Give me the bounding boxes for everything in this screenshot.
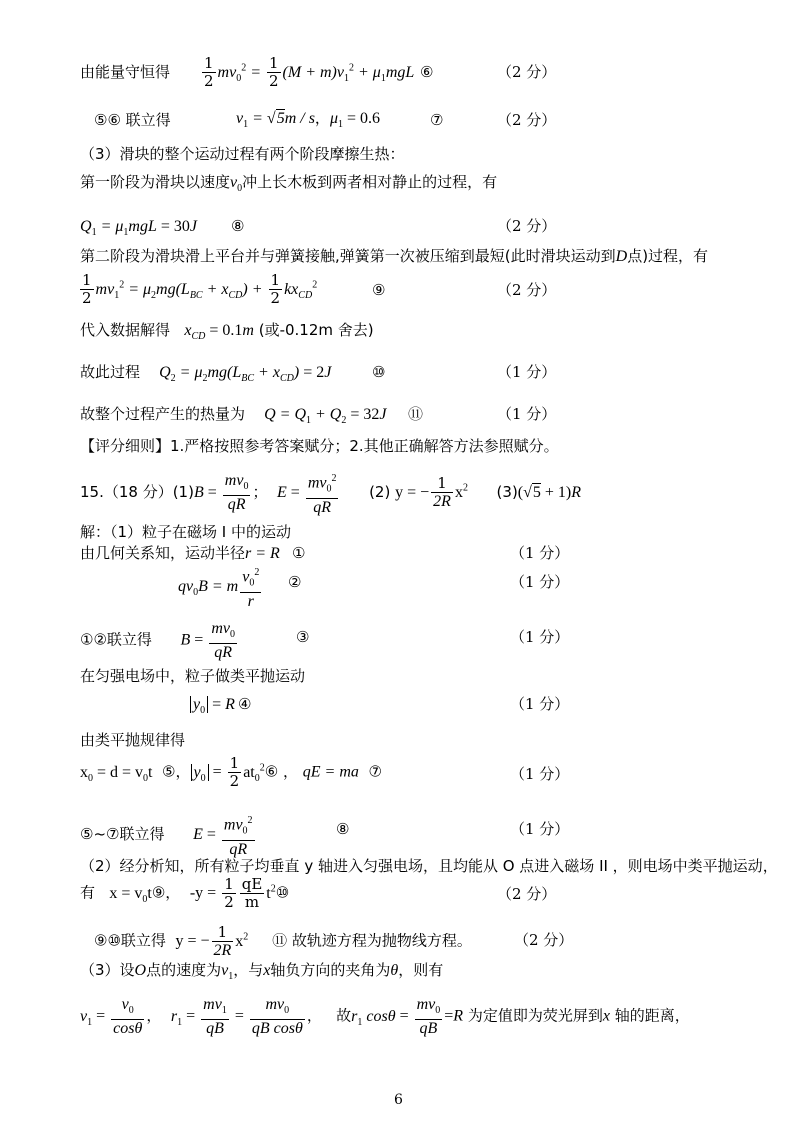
score: （2 分） (514, 931, 574, 949)
b-result-line: ①②联立得 B = $\frac{mv_0}{qR}$ (80, 620, 235, 662)
score: （1 分） (510, 573, 570, 591)
score: （1 分） (510, 544, 570, 562)
stage1-text: 第一阶段为滑块以速度$v_0$冲上长木板到两者相对静止的过程，有 (80, 173, 498, 195)
score: （1 分） (510, 695, 570, 713)
eq-number: ② (288, 573, 302, 591)
combine-line: ⑤⑥ 联立得 (94, 111, 171, 129)
q15-answer-summary: 15.（18 分）(1)B = $\frac{mv_0}{qR}$ ； E = $\frac{mv_0^2}{qR}$ (2) y = − $\frac{1}{2R}$ $x^2$ (3)(√5 + 1)R (80, 470, 581, 516)
part3-setup: （3）设O点的速度为$v_1$，与x轴负方向的夹角为θ，则有 (80, 961, 444, 983)
page-number: 6 (394, 1092, 403, 1108)
energy-equation: $\frac{1}{2}$ $mv_0^2$ = $\frac{1}{2}$ $(M + m)v_1^2 + \mu_1mgL$ (204, 54, 415, 90)
q1-equation: $Q_1 = \mu_1mgL = 30J$ (80, 218, 197, 239)
eq-number: ⑧ (336, 820, 350, 838)
part2-analysis: （2）经分析知，所有粒子均垂直 y 轴进入匀强电场，且均能从 O 点进入磁场 II ，则电场中类平抛运动， (80, 857, 778, 875)
stage2-text: 第二阶段为滑块滑上平台并与弹簧接触,弹簧第一次被压缩到最短(此时滑块运动到D点)过程，有 (80, 247, 709, 265)
projectile-equations: $x_0 = d = v_0t$ ⑤， $y_0$ = $\frac{1}{2}$ $at_0^2⑥$ ， qE = ma ⑦ (80, 754, 382, 790)
score: （1 分） (497, 405, 557, 423)
scoring-rules: 【评分细则】1.严格按照参考答案赋分；2.其他正确解答方法参照赋分。 (80, 437, 559, 455)
eq-number: ⑨ (372, 281, 386, 299)
solution-part1: 解：（1）粒子在磁场 I 中的运动 (80, 523, 292, 541)
v1-result: $v_1 = √5m / s$，$\mu_1 = 0.6$ (236, 109, 380, 131)
q2-line: 故此过程 $Q_2 = \mu_2mg(L_{BC} + x_{CD}) = 2J$ (80, 363, 332, 385)
score: （2 分） (497, 281, 557, 299)
part3-intro: （3）滑块的整个运动过程有两个阶段摩擦生热： (80, 145, 405, 163)
total-heat-line: 故整个过程产生的热量为 $Q = Q_1 + Q_2 = 32J$ (80, 405, 387, 427)
y0-equation: $y_0 = R$ (190, 694, 235, 721)
eq-number: ⑪ (408, 405, 424, 423)
eq-number: ⑩ (372, 363, 386, 381)
electric-field-intro: 在匀强电场中，粒子做类平抛运动 (80, 667, 306, 685)
projectile-rule: 由类平抛规律得 (80, 731, 186, 749)
energy-conservation-line: 由能量守恒得 (80, 63, 171, 81)
eq-number: ⑧ (231, 217, 245, 235)
score: （2 分） (497, 63, 557, 81)
part3-equations: $v_1$ = $\frac{v_0}{\cos\theta}$ ， $r_1$ = $\frac{mv_1}{qB}$ = $\frac{mv_0}{\text{qB cosθ}}$ ， 故$r_1$ cosθ = $\frac{mv_0}{qB}$ =R 为定值即为荧光屏到x 轴的距离， (80, 996, 690, 1038)
eq-number: ③ (296, 628, 310, 646)
score: （2 分） (497, 217, 557, 235)
xcd-result: 代入数据解得 $x_{CD} = 0.1m$ (或-0.12m 舍去) (80, 321, 374, 343)
score: （2 分） (497, 111, 557, 129)
score: （2 分） (497, 885, 557, 903)
eq-number: ⑦ (430, 111, 444, 129)
trajectory-line: ⑨⑩联立得 y = − $\frac{1}{2R}$ $x^2$ ⑪ 故轨迹方程为抛物线方程。 (94, 923, 472, 959)
stage2-equation: $\frac{1}{2}$ $mv_1^2 = \mu_2mg(L_{BC} + x_{CD})$ + $\frac{1}{2}$ $kx_{CD}^2$ (82, 271, 318, 307)
eq-number: ④ (238, 695, 252, 713)
score: （1 分） (510, 765, 570, 783)
score: （1 分） (497, 363, 557, 381)
part2-equations: 有 $x = v_0t⑨$， -y = $\frac{1}{2}$ $\frac{qE}{m}$ $t^2⑩$ (80, 875, 290, 911)
score: （1 分） (510, 628, 570, 646)
lorentz-equation: $qv_0B = m$ $\frac{v_0^2}{r}$ (178, 564, 263, 610)
eq-number: ① (292, 544, 306, 562)
score: （1 分） (510, 820, 570, 838)
e-result-line: ⑤~⑦联立得 E = $\frac{mv_0^2}{qR}$ (80, 812, 257, 858)
radius-line: 由几何关系知，运动半径r = R (80, 544, 280, 562)
eq-number: ⑥ (420, 63, 434, 81)
